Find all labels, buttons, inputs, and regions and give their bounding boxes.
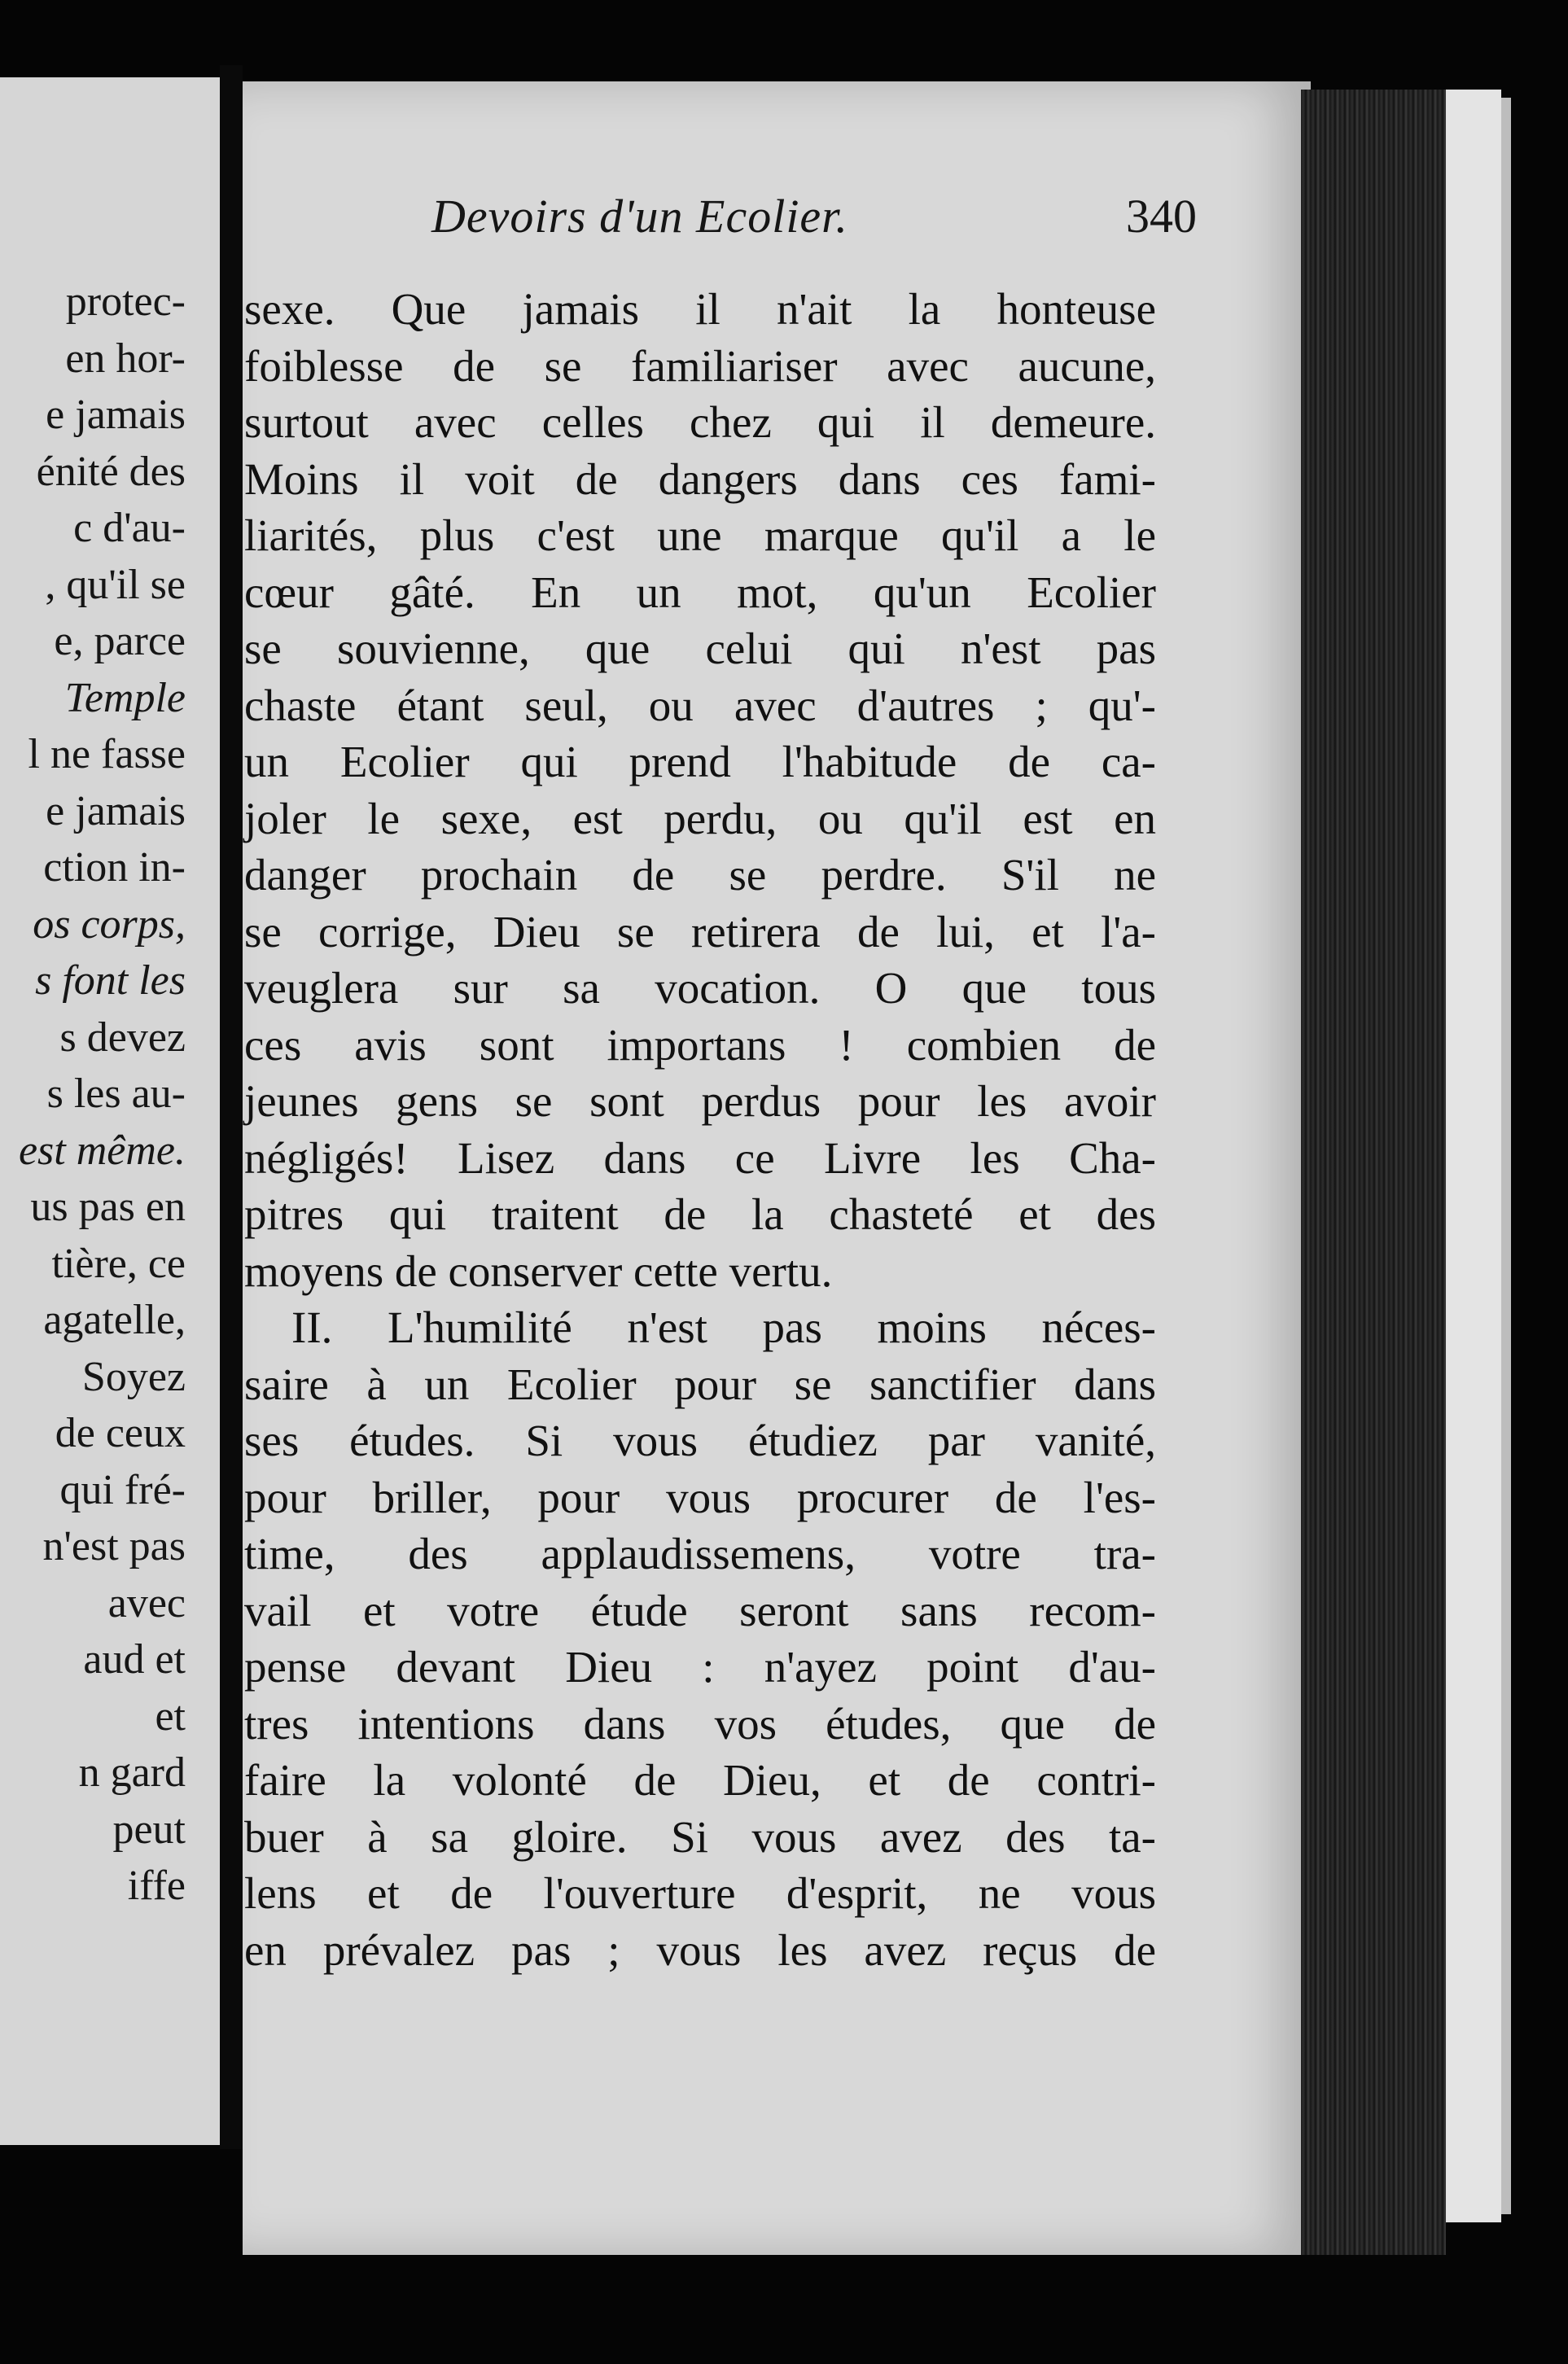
text-line: pense devant Dieu : n'ayez point d'au- [244,1642,1156,1692]
left-page-line: e, parce [54,618,186,664]
left-page-line: s devez [59,1013,186,1061]
text-line: Moins il voit de dangers dans ces fami- [244,453,1156,504]
text-line: jeunes gens se sont perdus pour les avoir [244,1076,1156,1126]
text-line: ces avis sont importans ! combien de [244,1019,1156,1070]
left-page-line: Temple [64,674,186,721]
text-line: se souvienne, que celui qui n'est pas [244,624,1156,673]
left-page-line: l ne fasse [28,731,186,777]
text-line: veuglera sur sa vocation. O que tous [244,963,1156,1013]
text-line: vail et votre étude seront sans recom- [244,1585,1156,1635]
left-page-line: us pas en [30,1184,186,1230]
left-page-line: agatelle, [43,1297,186,1343]
text-line: en prévalez pas ; vous les avez reçus de [244,1924,1156,1975]
left-page-line: énité des [36,448,186,495]
text-line: saire à un Ecolier pour se sanctifier dans [244,1359,1156,1409]
left-page-line: , qu'il se [45,561,186,608]
text-line: lens et de l'ouverture d'esprit, ne vous [244,1868,1156,1918]
text-line: moyens de conserver cette vertu. [244,1245,833,1296]
left-page-line: est même. [18,1127,186,1174]
text-line: pitres qui traitent de la chasteté et des [244,1189,1156,1239]
left-page-line: iffe [127,1863,186,1909]
page-gutter [220,65,243,2149]
page-edge-strip [1446,90,1501,2222]
left-page-fragment [0,77,220,2145]
left-page-line: e jamais [46,392,186,438]
text-line: surtout avec celles chez qui il demeure. [244,397,1156,447]
left-page-line: qui fré- [59,1466,186,1513]
left-page-line: aud et [83,1636,186,1683]
left-page-line: os corps, [33,900,186,948]
page-number: 340 [1126,190,1197,243]
body-text [244,281,1156,1978]
left-page-line: peut [112,1806,186,1853]
left-page-line: en hor- [65,335,186,382]
text-line: ses études. Si vous étudiez par vanité, [244,1416,1156,1465]
left-page-line: c d'au- [73,505,186,551]
text-line: se corrige, Dieu se retirera de lui, et l'a- [244,906,1156,957]
text-line: tres intentions dans vos études, que de [244,1698,1156,1749]
text-line: cœur gâté. En un mot, qu'un Ecolier [244,567,1156,617]
page-header [431,189,1197,246]
text-line: buer à sa gloire. Si vous avez des ta- [244,1811,1156,1862]
text-line: sexe. Que jamais il n'ait la honteuse [244,284,1156,334]
left-page-line: tière, ce [51,1240,186,1287]
text-line: un Ecolier qui prend l'habitude de ca- [244,737,1156,786]
left-page-line: avec [107,1579,186,1626]
left-page-line: Soyez [81,1353,186,1400]
left-page-line: e jamais [46,787,186,834]
left-page-line: s les au- [46,1070,186,1117]
page-edge-shadow [1501,98,1511,2214]
page-edges [1301,90,1446,2255]
left-page-line: de ceux [55,1410,186,1456]
text-line: time, des applaudissemens, votre tra- [244,1529,1156,1578]
text-line: négligés! Lisez dans ce Livre les Cha- [244,1132,1156,1183]
running-title: Devoirs d'un Ecolier. [431,190,848,243]
left-page-line: n'est pas [42,1523,186,1569]
text-line: joler le sexe, est perdu, ou qu'il est en [244,793,1156,843]
left-page-line: s font les [35,957,186,1004]
left-page-line: n gard [78,1749,186,1796]
text-line: II. L'humilité n'est pas moins néces- [291,1302,1156,1352]
left-page-line: protec- [65,278,186,325]
text-line: chaste étant seul, ou avec d'autres ; qu'- [244,680,1156,730]
text-line: foiblesse de se familiariser avec aucune, [244,340,1156,391]
text-line: liarités, plus c'est une marque qu'il a le [244,510,1156,560]
left-page-line: et [155,1692,186,1740]
text-line: danger prochain de se perdre. S'il ne [244,850,1156,900]
text-line: faire la volonté de Dieu, et de contri- [244,1755,1156,1805]
text-line: pour briller, pour vous procurer de l'es- [244,1472,1156,1522]
left-page-line: ction in- [43,844,186,891]
